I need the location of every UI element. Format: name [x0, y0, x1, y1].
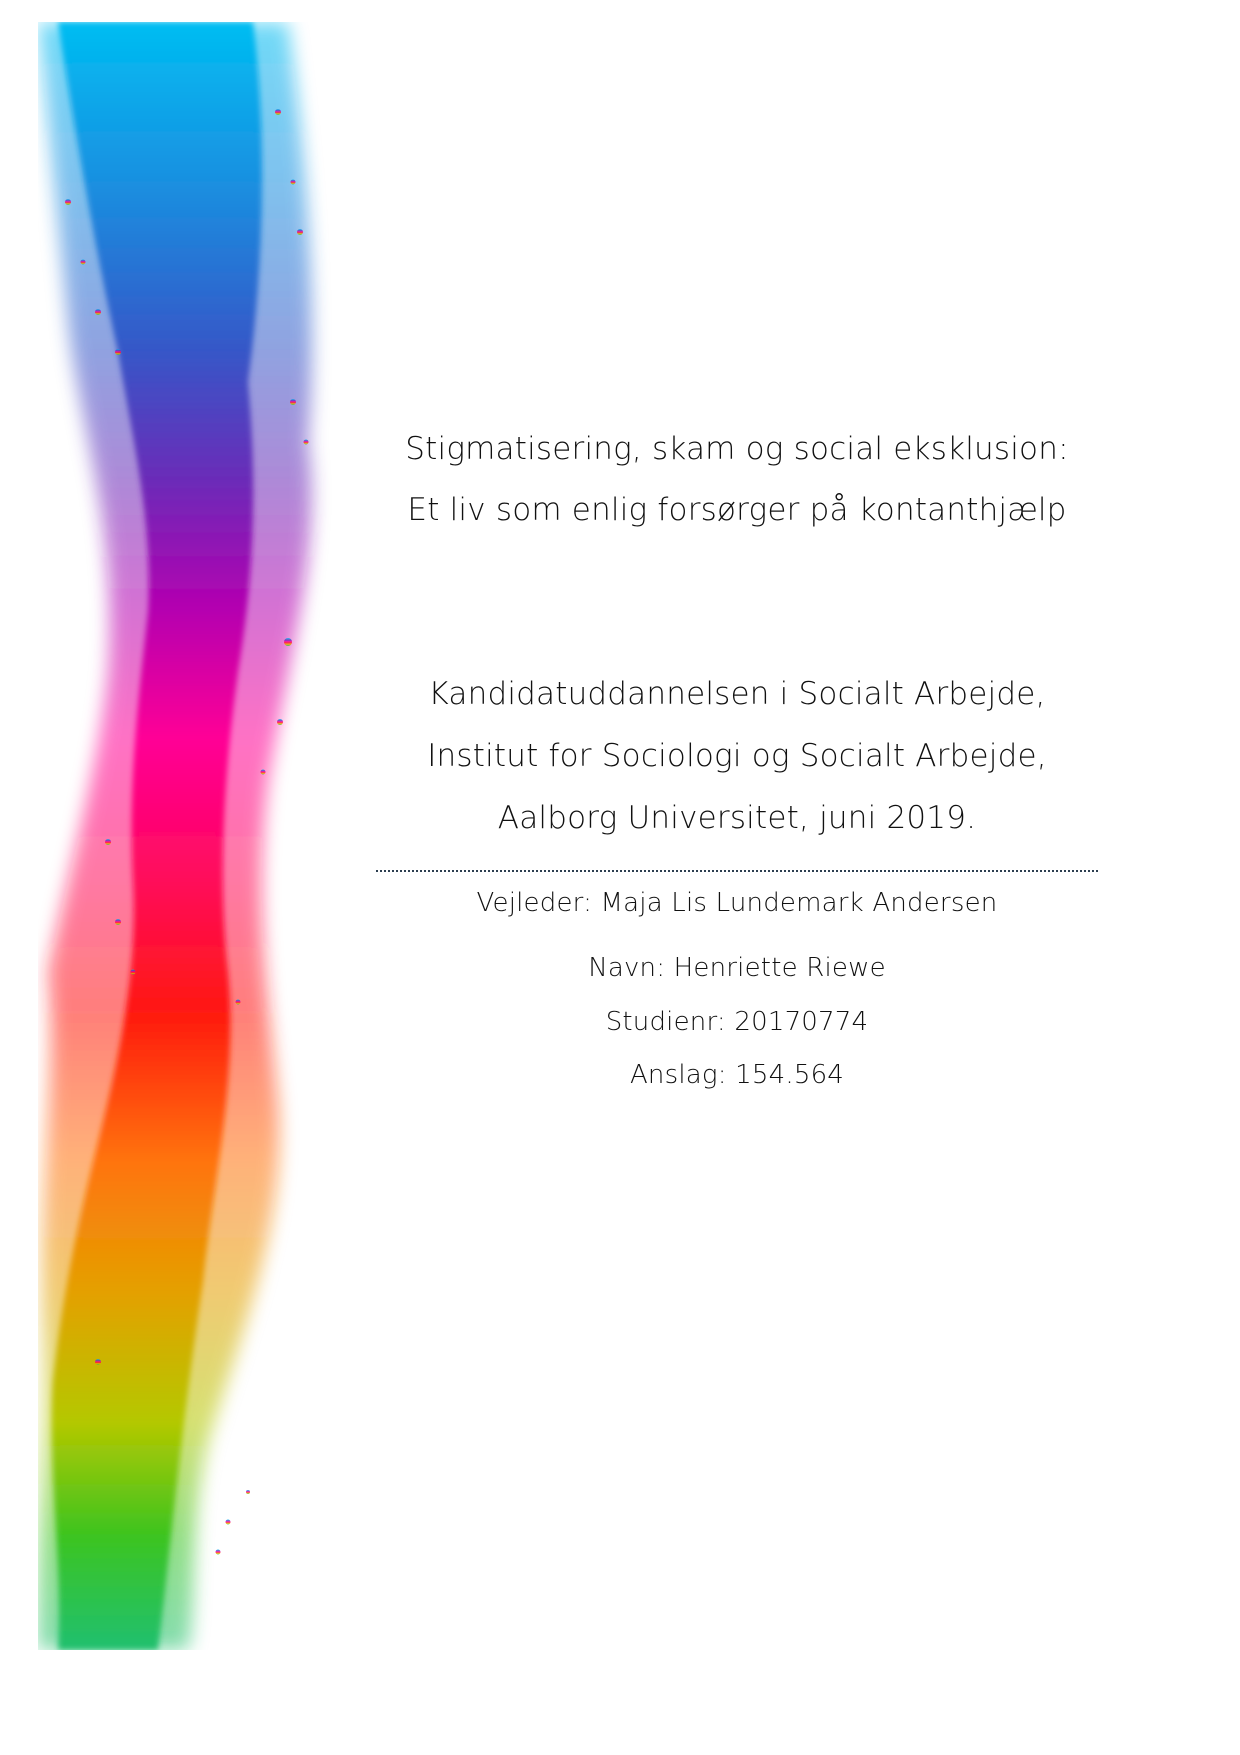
department-line: Institut for Sociologi og Socialt Arbejde,: [427, 738, 1047, 774]
program-line: Kandidatuddannelsen i Socialt Arbejde,: [428, 676, 1046, 712]
author-name-line: Navn: Henriette Riewe: [588, 953, 886, 983]
dotted-divider: [376, 870, 1098, 872]
supervisor-line: Vejleder: Maja Lis Lundemark Andersen: [476, 888, 998, 918]
university-date-line: Aalborg Universitet, juni 2019.: [497, 800, 977, 836]
student-number-line: Studienr: 20170774: [605, 1007, 869, 1037]
thesis-title-line-1: Stigmatisering, skam og social eksklusion:: [405, 431, 1069, 467]
character-count-line: Anslag: 154.564: [629, 1060, 845, 1090]
thesis-title-line-2: Et liv som enlig forsørger på kontanthjælp: [407, 492, 1067, 528]
color-powder-splash-image: [38, 22, 338, 1650]
